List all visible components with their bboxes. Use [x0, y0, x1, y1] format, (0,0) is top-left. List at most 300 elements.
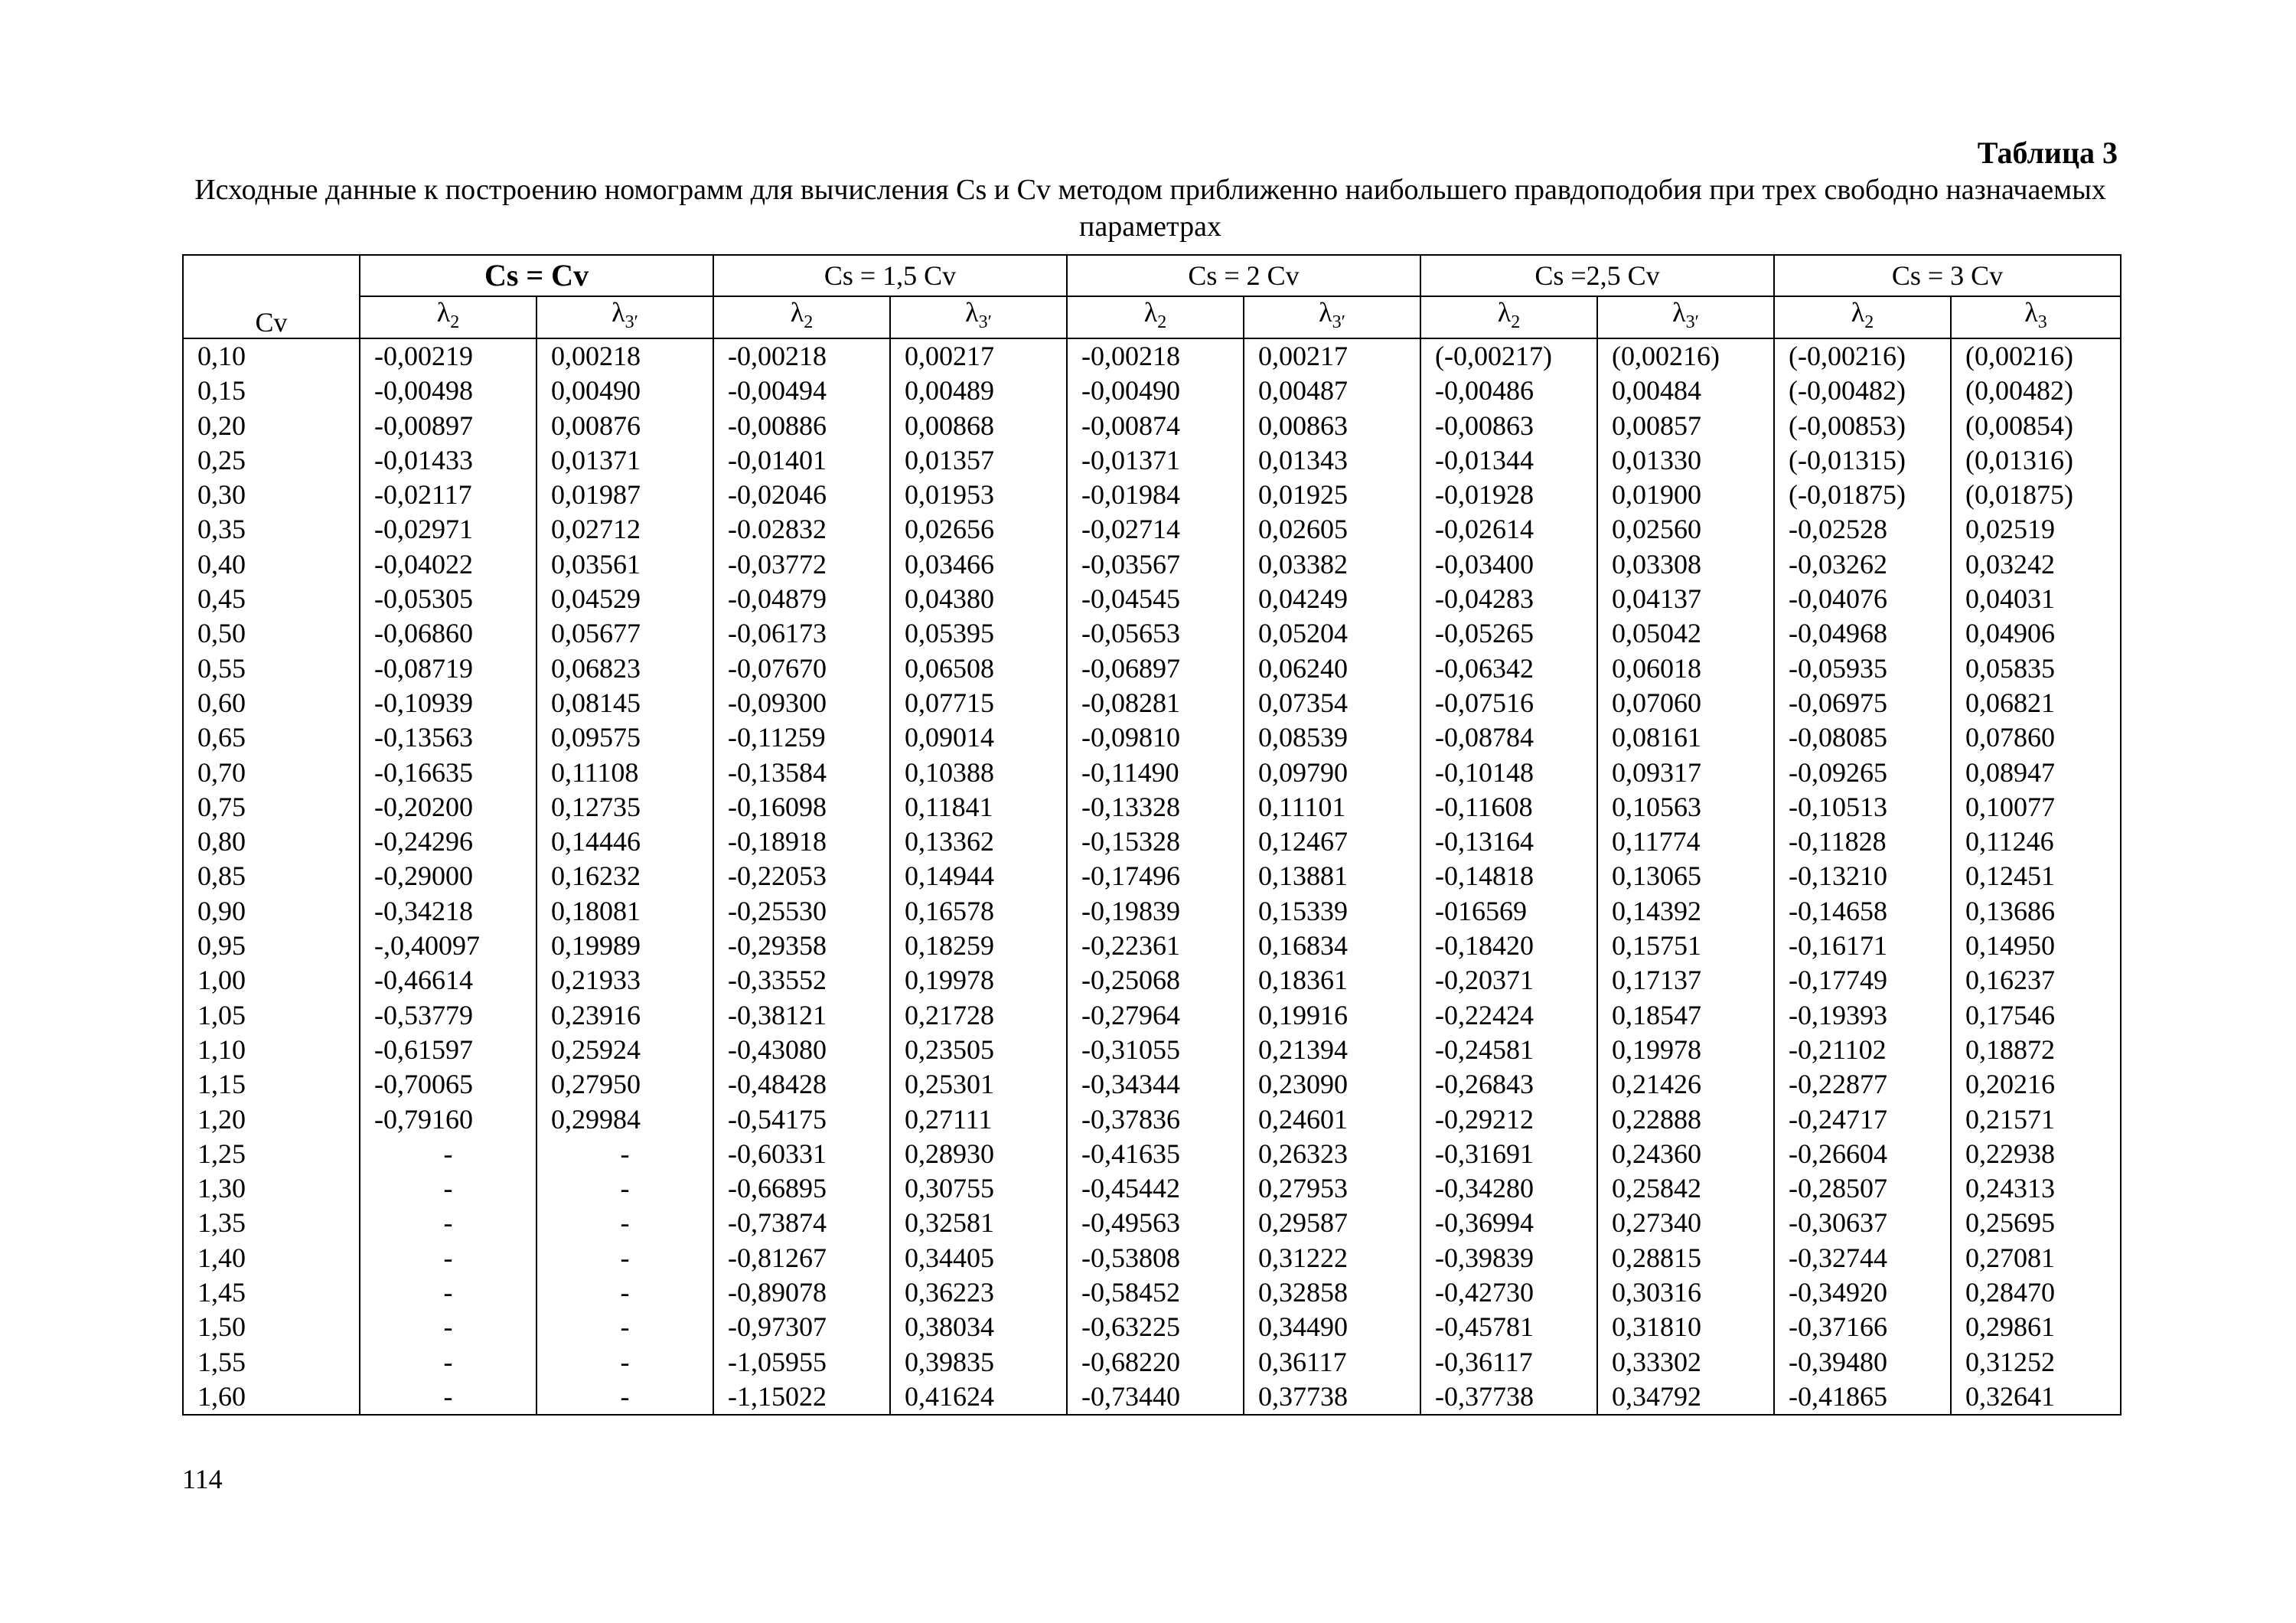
- cv-cell: 0,85: [183, 859, 360, 893]
- value-cell: 0,31810: [1597, 1310, 1774, 1344]
- value-cell: 0,32641: [1951, 1380, 2121, 1415]
- value-cell: 0,02605: [1244, 512, 1420, 547]
- value-cell: 0,18259: [890, 929, 1067, 963]
- value-cell: -: [536, 1206, 713, 1240]
- value-cell: 0,01953: [890, 478, 1067, 512]
- value-cell: -: [360, 1380, 536, 1415]
- value-cell: 0,18361: [1244, 963, 1420, 998]
- value-cell: -0,26604: [1774, 1137, 1951, 1171]
- value-cell: -0,24717: [1774, 1102, 1951, 1137]
- value-cell: 0,03308: [1597, 547, 1774, 582]
- lambda-symbol: λ: [612, 297, 625, 328]
- value-cell: -0,11259: [713, 720, 890, 755]
- value-cell: -0,61597: [360, 1033, 536, 1067]
- value-cell: 0,01357: [890, 443, 1067, 478]
- value-cell: 0,39835: [890, 1345, 1067, 1380]
- value-cell: 0,27111: [890, 1102, 1067, 1137]
- value-cell: -0,01433: [360, 443, 536, 478]
- value-cell: 0,16578: [890, 894, 1067, 929]
- value-cell: 0,16237: [1951, 963, 2121, 998]
- value-cell: -0,22877: [1774, 1067, 1951, 1102]
- value-cell: -0,36117: [1420, 1345, 1597, 1380]
- lambda-subscript: 3′: [1685, 312, 1699, 332]
- value-cell: -0,22361: [1067, 929, 1244, 963]
- group-header-cs-3-cv: Cs = 3 Cv: [1774, 255, 2121, 296]
- value-cell: -0,53808: [1067, 1241, 1244, 1275]
- header-group-row: [183, 255, 2121, 296]
- lambda-symbol: λ: [965, 297, 979, 328]
- value-cell: -0,53779: [360, 998, 536, 1033]
- value-cell: 0,04137: [1597, 582, 1774, 616]
- value-cell: -0,01984: [1067, 478, 1244, 512]
- value-cell: -: [536, 1310, 713, 1344]
- value-cell: -: [536, 1171, 713, 1206]
- value-cell: -0,11490: [1067, 756, 1244, 790]
- value-cell: -0,60331: [713, 1137, 890, 1171]
- value-cell: -0,03400: [1420, 547, 1597, 582]
- value-cell: -0,32744: [1774, 1241, 1951, 1275]
- value-cell: (0,00482): [1951, 374, 2121, 408]
- value-cell: 0,23505: [890, 1033, 1067, 1067]
- value-cell: 0,07354: [1244, 686, 1420, 720]
- value-cell: 0,03466: [890, 547, 1067, 582]
- value-cell: -0,09300: [713, 686, 890, 720]
- value-cell: -0,41635: [1067, 1137, 1244, 1171]
- value-cell: -0,00863: [1420, 409, 1597, 443]
- table-row: [183, 1033, 2121, 1067]
- lambda2-header: [1067, 296, 1244, 338]
- cv-cell: 0,75: [183, 790, 360, 825]
- value-cell: 0,19989: [536, 929, 713, 963]
- value-cell: -0,05265: [1420, 616, 1597, 651]
- value-cell: -0,16171: [1774, 929, 1951, 963]
- value-cell: 0,01900: [1597, 478, 1774, 512]
- table-row: [183, 1206, 2121, 1240]
- value-cell: (0,00854): [1951, 409, 2121, 443]
- value-cell: -0,39480: [1774, 1345, 1951, 1380]
- cv-cell: 0,90: [183, 894, 360, 929]
- value-cell: -0,36994: [1420, 1206, 1597, 1240]
- table-row: [183, 756, 2121, 790]
- value-cell: -0,28507: [1774, 1171, 1951, 1206]
- value-cell: 0,05395: [890, 616, 1067, 651]
- lambda-symbol: λ: [1497, 297, 1512, 328]
- value-cell: -0,30637: [1774, 1206, 1951, 1240]
- value-cell: 0,17137: [1597, 963, 1774, 998]
- value-cell: -0,66895: [713, 1171, 890, 1206]
- value-cell: -0,01928: [1420, 478, 1597, 512]
- table-row: [183, 616, 2121, 651]
- value-cell: 0,20216: [1951, 1067, 2121, 1102]
- value-cell: -0,04879: [713, 582, 890, 616]
- value-cell: -1,05955: [713, 1345, 890, 1380]
- value-cell: 0,06508: [890, 651, 1067, 686]
- value-cell: -0,41865: [1774, 1380, 1951, 1415]
- cv-cell: 0,80: [183, 825, 360, 859]
- value-cell: -0,17496: [1067, 859, 1244, 893]
- value-cell: -0,05935: [1774, 651, 1951, 686]
- cv-column-header: Cv: [183, 255, 360, 338]
- value-cell: -0,31691: [1420, 1137, 1597, 1171]
- table-row: [183, 963, 2121, 998]
- value-cell: -0,06897: [1067, 651, 1244, 686]
- value-cell: -0,81267: [713, 1241, 890, 1275]
- value-cell: 0,07715: [890, 686, 1067, 720]
- lambda-subscript: 3′: [978, 312, 992, 332]
- value-cell: 0,13065: [1597, 859, 1774, 893]
- value-cell: -0,13164: [1420, 825, 1597, 859]
- value-cell: -0,01371: [1067, 443, 1244, 478]
- value-cell: -: [360, 1310, 536, 1344]
- value-cell: -016569: [1420, 894, 1597, 929]
- value-cell: -0,08784: [1420, 720, 1597, 755]
- lambda3-header: [1597, 296, 1774, 338]
- value-cell: -0,34920: [1774, 1275, 1951, 1310]
- value-cell: 0,16834: [1244, 929, 1420, 963]
- value-cell: 0,11108: [536, 756, 713, 790]
- value-cell: -0,02046: [713, 478, 890, 512]
- value-cell: -0,39839: [1420, 1241, 1597, 1275]
- value-cell: 0,23090: [1244, 1067, 1420, 1102]
- value-cell: 0,10077: [1951, 790, 2121, 825]
- value-cell: (-0,00853): [1774, 409, 1951, 443]
- value-cell: 0,27953: [1244, 1171, 1420, 1206]
- value-cell: 0,06240: [1244, 651, 1420, 686]
- value-cell: -0,14818: [1420, 859, 1597, 893]
- value-cell: -0,16635: [360, 756, 536, 790]
- cv-cell: 1,40: [183, 1241, 360, 1275]
- table-row: [183, 443, 2121, 478]
- lambda3-header: [1244, 296, 1420, 338]
- table-row: [183, 1137, 2121, 1171]
- table-row: [183, 1102, 2121, 1137]
- value-cell: -0,07516: [1420, 686, 1597, 720]
- value-cell: -0,09265: [1774, 756, 1951, 790]
- value-cell: (0,01875): [1951, 478, 2121, 512]
- value-cell: 0,15751: [1597, 929, 1774, 963]
- value-cell: -0,49563: [1067, 1206, 1244, 1240]
- value-cell: -0,04076: [1774, 582, 1951, 616]
- header-sub-row: [183, 296, 2121, 338]
- value-cell: 0,28470: [1951, 1275, 2121, 1310]
- value-cell: 0,27081: [1951, 1241, 2121, 1275]
- value-cell: 0,29587: [1244, 1206, 1420, 1240]
- lambda-subscript: 2: [1864, 312, 1874, 332]
- value-cell: -0,20371: [1420, 963, 1597, 998]
- cv-cell: 0,10: [183, 338, 360, 374]
- value-cell: -0,00490: [1067, 374, 1244, 408]
- value-cell: -0,11828: [1774, 825, 1951, 859]
- value-cell: -0,97307: [713, 1310, 890, 1344]
- value-cell: 0,32858: [1244, 1275, 1420, 1310]
- value-cell: 0,03561: [536, 547, 713, 582]
- value-cell: -0,37166: [1774, 1310, 1951, 1344]
- value-cell: 0,34490: [1244, 1310, 1420, 1344]
- value-cell: -0,02714: [1067, 512, 1244, 547]
- value-cell: 0,05204: [1244, 616, 1420, 651]
- value-cell: -0,19393: [1774, 998, 1951, 1033]
- value-cell: -0,04283: [1420, 582, 1597, 616]
- value-cell: 0,02560: [1597, 512, 1774, 547]
- table-body: [183, 338, 2121, 1415]
- value-cell: 0,34405: [890, 1241, 1067, 1275]
- value-cell: 0,07060: [1597, 686, 1774, 720]
- lambda-subscript: 2: [1157, 312, 1167, 332]
- value-cell: -0,14658: [1774, 894, 1951, 929]
- table-row: [183, 929, 2121, 963]
- value-cell: -0,00498: [360, 374, 536, 408]
- value-cell: 0,02656: [890, 512, 1067, 547]
- cv-cell: 0,60: [183, 686, 360, 720]
- value-cell: -: [360, 1241, 536, 1275]
- value-cell: 0,14950: [1951, 929, 2121, 963]
- value-cell: 0,21933: [536, 963, 713, 998]
- value-cell: (-0,00482): [1774, 374, 1951, 408]
- table-row: [183, 651, 2121, 686]
- value-cell: 0,29861: [1951, 1310, 2121, 1344]
- value-cell: -0,10148: [1420, 756, 1597, 790]
- value-cell: 0,37738: [1244, 1380, 1420, 1415]
- lambda-subscript: 2: [450, 312, 460, 332]
- value-cell: 0,29984: [536, 1102, 713, 1137]
- value-cell: -0,27964: [1067, 998, 1244, 1033]
- group-header-cs-1-5-cv: Cs = 1,5 Cv: [713, 255, 1067, 296]
- lambda2-header: [1774, 296, 1951, 338]
- value-cell: -1,15022: [713, 1380, 890, 1415]
- value-cell: 0,26323: [1244, 1137, 1420, 1171]
- value-cell: -0,00218: [713, 338, 890, 374]
- value-cell: -0,15328: [1067, 825, 1244, 859]
- value-cell: -0,00219: [360, 338, 536, 374]
- table-row: [183, 1067, 2121, 1102]
- table-row: [183, 1345, 2121, 1380]
- cv-cell: 1,50: [183, 1310, 360, 1344]
- value-cell: 0,13881: [1244, 859, 1420, 893]
- value-cell: -0,08085: [1774, 720, 1951, 755]
- value-cell: 0,33302: [1597, 1345, 1774, 1380]
- value-cell: 0,28815: [1597, 1241, 1774, 1275]
- value-cell: 0,00857: [1597, 409, 1774, 443]
- table-row: [183, 686, 2121, 720]
- value-cell: 0,05042: [1597, 616, 1774, 651]
- value-cell: -0,29212: [1420, 1102, 1597, 1137]
- value-cell: -0,34344: [1067, 1067, 1244, 1102]
- value-cell: -0,13584: [713, 756, 890, 790]
- value-cell: -0,04022: [360, 547, 536, 582]
- value-cell: 0,08145: [536, 686, 713, 720]
- value-cell: -0,06975: [1774, 686, 1951, 720]
- value-cell: 0,21394: [1244, 1033, 1420, 1067]
- value-cell: 0,22888: [1597, 1102, 1774, 1137]
- value-cell: 0,30316: [1597, 1275, 1774, 1310]
- value-cell: -: [536, 1380, 713, 1415]
- value-cell: -0,58452: [1067, 1275, 1244, 1310]
- value-cell: 0,30755: [890, 1171, 1067, 1206]
- value-cell: -0,38121: [713, 998, 890, 1033]
- lambda-symbol: λ: [2024, 297, 2038, 328]
- value-cell: -0,03772: [713, 547, 890, 582]
- cv-cell: 1,60: [183, 1380, 360, 1415]
- value-cell: 0,11774: [1597, 825, 1774, 859]
- value-cell: 0,32581: [890, 1206, 1067, 1240]
- value-cell: -: [536, 1345, 713, 1380]
- value-cell: 0,08947: [1951, 756, 2121, 790]
- value-cell: 0,01330: [1597, 443, 1774, 478]
- value-cell: 0,08161: [1597, 720, 1774, 755]
- value-cell: -0,05305: [360, 582, 536, 616]
- value-cell: -: [536, 1275, 713, 1310]
- value-cell: 0,11101: [1244, 790, 1420, 825]
- value-cell: -0,24581: [1420, 1033, 1597, 1067]
- value-cell: -0,00897: [360, 409, 536, 443]
- value-cell: -0,73440: [1067, 1380, 1244, 1415]
- value-cell: 0,01987: [536, 478, 713, 512]
- cv-cell: 0,25: [183, 443, 360, 478]
- value-cell: 0,11841: [890, 790, 1067, 825]
- cv-cell: 0,50: [183, 616, 360, 651]
- value-cell: -0,31055: [1067, 1033, 1244, 1067]
- value-cell: 0,28930: [890, 1137, 1067, 1171]
- value-cell: -0,04968: [1774, 616, 1951, 651]
- cv-cell: 0,65: [183, 720, 360, 755]
- value-cell: 0,15339: [1244, 894, 1420, 929]
- value-cell: -0,00874: [1067, 409, 1244, 443]
- value-cell: -0,63225: [1067, 1310, 1244, 1344]
- value-cell: -0,05653: [1067, 616, 1244, 651]
- value-cell: 0,04249: [1244, 582, 1420, 616]
- value-cell: -0,01401: [713, 443, 890, 478]
- value-cell: -0,45442: [1067, 1171, 1244, 1206]
- value-cell: 0,36117: [1244, 1345, 1420, 1380]
- value-cell: 0,21728: [890, 998, 1067, 1033]
- value-cell: 0,34792: [1597, 1380, 1774, 1415]
- value-cell: 0,17546: [1951, 998, 2121, 1033]
- value-cell: 0,25924: [536, 1033, 713, 1067]
- value-cell: -0,09810: [1067, 720, 1244, 755]
- value-cell: 0,01371: [536, 443, 713, 478]
- value-cell: -0,04545: [1067, 582, 1244, 616]
- cv-cell: 0,45: [183, 582, 360, 616]
- value-cell: -0,13563: [360, 720, 536, 755]
- value-cell: -0,21102: [1774, 1033, 1951, 1067]
- lambda2-header: [360, 296, 536, 338]
- value-cell: 0,03242: [1951, 547, 2121, 582]
- lambda-symbol: λ: [1143, 297, 1158, 328]
- value-cell: 0,00217: [1244, 338, 1420, 374]
- lambda-subscript: 2: [1511, 312, 1521, 332]
- value-cell: 0,19916: [1244, 998, 1420, 1033]
- cv-cell: 0,95: [183, 929, 360, 963]
- cv-cell: 1,55: [183, 1345, 360, 1380]
- lambda3-header: [1951, 296, 2121, 338]
- value-cell: -0,06173: [713, 616, 890, 651]
- value-cell: -0,42730: [1420, 1275, 1597, 1310]
- value-cell: -0,70065: [360, 1067, 536, 1102]
- value-cell: -0,19839: [1067, 894, 1244, 929]
- value-cell: 0,16232: [536, 859, 713, 893]
- value-cell: 0,27950: [536, 1067, 713, 1102]
- table-row: [183, 478, 2121, 512]
- value-cell: -0.02832: [713, 512, 890, 547]
- value-cell: 0,11246: [1951, 825, 2121, 859]
- value-cell: -0,13210: [1774, 859, 1951, 893]
- value-cell: -: [360, 1171, 536, 1206]
- value-cell: 0,36223: [890, 1275, 1067, 1310]
- table-row: [183, 374, 2121, 408]
- value-cell: -0,33552: [713, 963, 890, 998]
- value-cell: -0,02614: [1420, 512, 1597, 547]
- value-cell: 0,04031: [1951, 582, 2121, 616]
- table-row: [183, 825, 2121, 859]
- value-cell: 0,01925: [1244, 478, 1420, 512]
- table-row: [183, 720, 2121, 755]
- value-cell: -0,16098: [713, 790, 890, 825]
- value-cell: (0,00216): [1951, 338, 2121, 374]
- value-cell: 0,18547: [1597, 998, 1774, 1033]
- value-cell: 0,14944: [890, 859, 1067, 893]
- value-cell: 0,09014: [890, 720, 1067, 755]
- value-cell: -0,79160: [360, 1102, 536, 1137]
- value-cell: 0,12735: [536, 790, 713, 825]
- value-cell: 0,19978: [890, 963, 1067, 998]
- table-row: [183, 409, 2121, 443]
- value-cell: 0,12451: [1951, 859, 2121, 893]
- value-cell: -0,29000: [360, 859, 536, 893]
- value-cell: -0,45781: [1420, 1310, 1597, 1344]
- lambda3-header: [890, 296, 1067, 338]
- value-cell: -0,02117: [360, 478, 536, 512]
- value-cell: 0,10388: [890, 756, 1067, 790]
- value-cell: 0,03382: [1244, 547, 1420, 582]
- value-cell: -0,24296: [360, 825, 536, 859]
- value-cell: -0,08719: [360, 651, 536, 686]
- value-cell: 0,05835: [1951, 651, 2121, 686]
- table-number-label: Таблица 3: [1977, 136, 2118, 170]
- value-cell: 0,25301: [890, 1067, 1067, 1102]
- value-cell: -0,07670: [713, 651, 890, 686]
- cv-cell: 0,40: [183, 547, 360, 582]
- group-header-cs-2-cv: Cs = 2 Cv: [1067, 255, 1420, 296]
- value-cell: -0,29358: [713, 929, 890, 963]
- value-cell: -0,89078: [713, 1275, 890, 1310]
- cv-cell: 1,30: [183, 1171, 360, 1206]
- value-cell: -0,25530: [713, 894, 890, 929]
- value-cell: 0,24601: [1244, 1102, 1420, 1137]
- value-cell: -0,01344: [1420, 443, 1597, 478]
- lambda-subscript: 3: [2037, 312, 2047, 332]
- value-cell: 0,00484: [1597, 374, 1774, 408]
- value-cell: 0,05677: [536, 616, 713, 651]
- table-row: [183, 1171, 2121, 1206]
- lambda-subscript: 3′: [625, 312, 638, 332]
- value-cell: 0,04529: [536, 582, 713, 616]
- lambda-subscript: 3′: [1332, 312, 1345, 332]
- value-cell: 0,41624: [890, 1380, 1067, 1415]
- value-cell: -0,22053: [713, 859, 890, 893]
- value-cell: 0,24360: [1597, 1137, 1774, 1171]
- value-cell: (-0,00217): [1420, 338, 1597, 374]
- value-cell: -0,48428: [713, 1067, 890, 1102]
- value-cell: 0,22938: [1951, 1137, 2121, 1171]
- table-row: [183, 998, 2121, 1033]
- value-cell: (-0,01875): [1774, 478, 1951, 512]
- value-cell: 0,00490: [536, 374, 713, 408]
- value-cell: 0,24313: [1951, 1171, 2121, 1206]
- value-cell: -: [360, 1345, 536, 1380]
- cv-cell: 1,15: [183, 1067, 360, 1102]
- group-header-cs-cv: Cs = Cv: [360, 255, 713, 296]
- value-cell: -: [536, 1137, 713, 1171]
